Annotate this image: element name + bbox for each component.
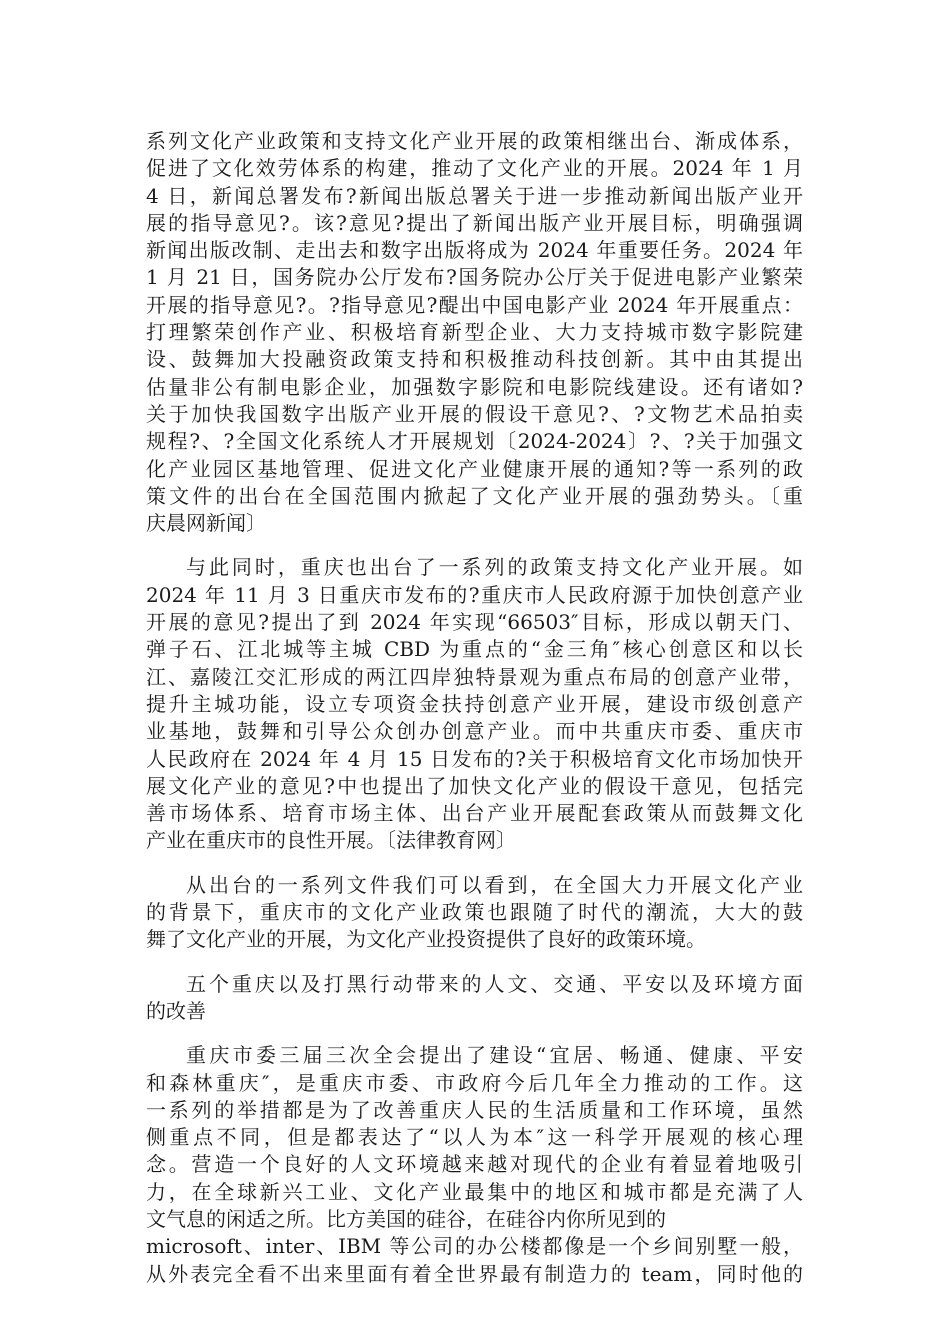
- text-line: 江、嘉陵江交汇形成的两江四岸独特景观为重点布局的创意产业带，: [146, 664, 803, 689]
- text-line: 和森林重庆″，是重庆市委、市政府今后几年全力推动的工作。这: [146, 1070, 803, 1095]
- text-line: 从出台的一系列文件我们可以看到，在全国大力开展文化产业: [186, 872, 803, 897]
- text-line: 侧重点不同，但是都表达了“以人为本″这一科学开展观的核心理: [146, 1125, 803, 1150]
- paragraph-5: [146, 1042, 803, 1288]
- text-line: 文气息的闲适之所。比方美国的硅谷，在硅谷内你所见到的: [146, 1206, 666, 1231]
- text-line: 提升主城功能，设立专项资金扶持创意产业开展，建设市级创意产: [146, 691, 803, 716]
- text-line: 重庆市委三届三次全会提出了建设“宜居、畅通、健康、平安: [186, 1043, 803, 1068]
- text-line: 庆晨网新闻〕: [146, 511, 266, 536]
- text-line: microsoft、inter、IBM 等公司的办公楼都像是一个乡间别墅一般，: [146, 1234, 803, 1259]
- text-line: 从外表完全看不出来里面有着全世界最有制造力的 team，同时他的: [146, 1261, 803, 1286]
- paragraph-1: [146, 128, 803, 537]
- text-line: 力，在全球新兴工业、文化产业最集中的地区和城市都是充满了人: [146, 1179, 803, 1204]
- text-line: 业基地，鼓舞和引导公众创办创意产业。而中共重庆市委、重庆市: [146, 719, 803, 744]
- text-line: 五个重庆以及打黑行动带来的人文、交通、平安以及环境方面: [186, 971, 803, 996]
- text-line: 展文化产业的意见?中也提出了加快文化产业的假设干意见，包括完: [146, 773, 803, 798]
- text-line: 化产业园区基地管理、促进文化产业健康开展的通知?等一系列的政: [146, 456, 803, 481]
- text-line: 新闻出版改制、走出去和数字出版将成为 2024 年重要任务。2024 年: [146, 238, 803, 263]
- paragraph-spacer: [146, 1025, 803, 1042]
- text-line: 一系列的举措都是为了改善重庆人民的生活质量和工作环境，虽然: [146, 1097, 803, 1122]
- text-line: 关于加快我国数字出版产业开展的假设干意见?、?文物艺术品拍卖: [146, 401, 803, 426]
- section-heading: [146, 971, 803, 1026]
- text-line: 舞了文化产业的开展，为文化产业投资提供了良好的政策环境。: [146, 927, 706, 952]
- paragraph-spacer: [146, 954, 803, 971]
- text-line: 1 月 21 日，国务院办公厅发布?国务院办公厅关于促进电影产业繁荣: [146, 265, 803, 290]
- text-line: 估量非公有制电影企业，加强数字影院和电影院线建设。还有诸如?: [146, 374, 803, 399]
- paragraph-spacer: [146, 537, 803, 554]
- text-line: 打理繁荣创作产业、积极培育新型企业、大力支持城市数字影院建: [146, 320, 803, 345]
- text-line: 产业在重庆市的良性开展。〔法律教育网〕: [146, 828, 516, 853]
- document-body: [146, 128, 803, 1288]
- paragraph-3: [146, 872, 803, 954]
- text-line: 与此同时，重庆也出台了一系列的政策支持文化产业开展。如: [186, 555, 803, 580]
- text-line: 策文件的出台在全国范围内掀起了文化产业开展的强劲势头。〔重: [146, 483, 803, 508]
- text-line: 的背景下，重庆市的文化产业政策也跟随了时代的潮流，大大的鼓: [146, 900, 803, 925]
- paragraph-spacer: [146, 855, 803, 872]
- text-line: 规程?、?全国文化系统人才开展规划〔2024-2024〕?、?关于加强文: [146, 429, 803, 454]
- text-line: 善市场体系、培育市场主体、出台产业开展配套政策从而鼓舞文化: [146, 801, 803, 826]
- text-line: 念。营造一个良好的人文环境越来越对现代的企业有着显着地吸引: [146, 1152, 803, 1177]
- text-line: 的改善: [146, 998, 206, 1023]
- text-line: 弹子石、江北城等主城 CBD 为重点的“金三角″核心创意区和以长: [146, 637, 803, 662]
- text-line: 人民政府在 2024 年 4 月 15 日发布的?关于积极培育文化市场加快开: [146, 746, 803, 771]
- text-line: 2024 年 11 月 3 日重庆市发布的?重庆市人民政府源于加快创意产业: [146, 582, 803, 607]
- text-line: 4 日，新闻总署发布?新闻出版总署关于进一步推动新闻出版产业开: [146, 183, 803, 208]
- text-line: 展的指导意见?。该?意见?提出了新闻出版产业开展目标，明确强调: [146, 210, 803, 235]
- text-line: 开展的意见?提出了到 2024 年实现“66503″目标，形成以朝天门、: [146, 610, 803, 635]
- text-line: 促进了文化效劳体系的构建，推动了文化产业的开展。2024 年 1 月: [146, 156, 803, 181]
- text-line: 开展的指导意见?。?指导意见?醍出中国电影产业 2024 年开展重点：: [146, 292, 803, 317]
- text-line: 设、鼓舞加大投融资政策支持和积极推动科技创新。其中由其提出: [146, 347, 803, 372]
- text-line: 系列文化产业政策和支持文化产业开展的政策相继出台、渐成体系，: [146, 129, 803, 153]
- paragraph-2: [146, 554, 803, 854]
